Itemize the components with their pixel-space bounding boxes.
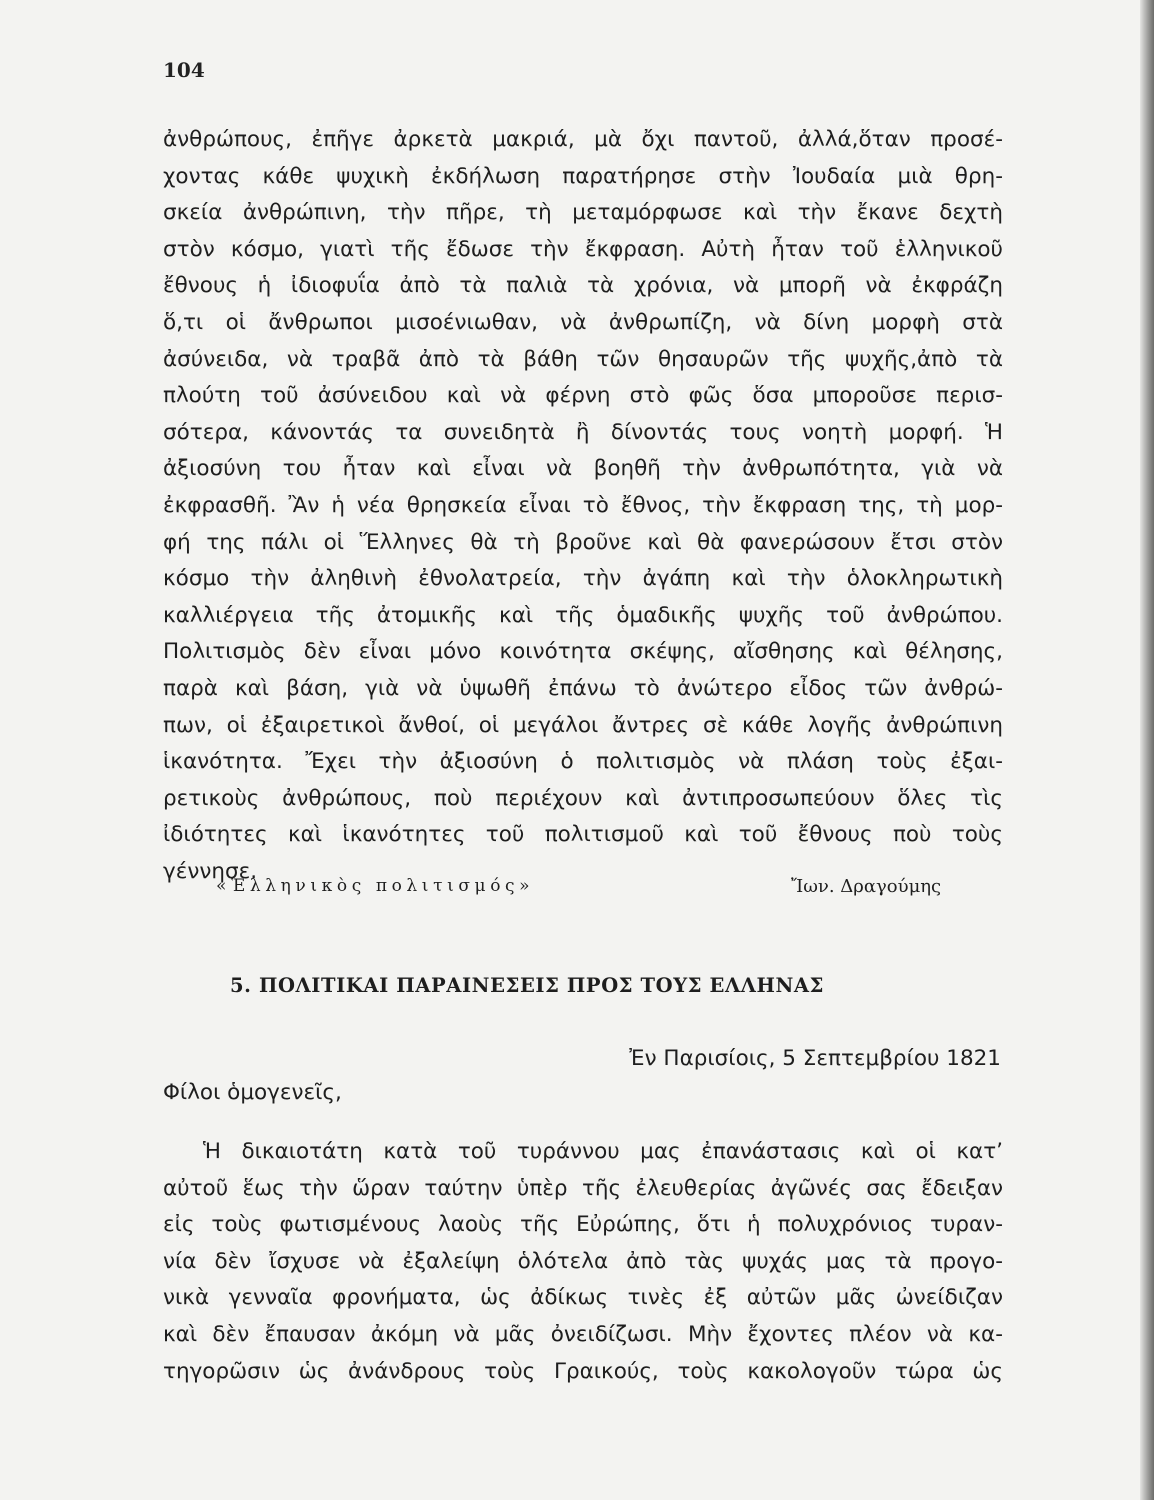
text-line: καλλιέργεια τῆς ἀτομικῆς καὶ τῆς ὁμαδικῆς ψυχῆς τοῦ ἀνθρώπου. — [163, 602, 1003, 628]
text-line: τηγορῶσιν ὡς ἀνάνδρους τοὺς Γραικούς, τοὺς κακολογοῦν τώρα ὡς — [163, 1358, 1003, 1384]
paragraph-letter — [163, 1134, 1003, 1390]
text-line: ἰδιότητες καὶ ἱκανότητες τοῦ πολιτισμοῦ καὶ τοῦ ἔθνους ποὺ τοὺς — [163, 822, 1003, 848]
paragraph-dragoumis — [163, 122, 1003, 890]
text-line: ἐκφρασθῆ. Ἂν ἡ νέα θρησκεία εἶναι τὸ ἔθνος, τὴν ἔκφραση της, τὴ μορ- — [163, 492, 1003, 518]
text-line: αὐτοῦ ἕως τὴν ὥραν ταύτην ὑπὲρ τῆς ἐλευθερίας ἀγῶνές σας ἔδειξαν — [163, 1175, 1003, 1201]
text-line: παρὰ καὶ βάση, γιὰ νὰ ὑψωθῆ ἐπάνω τὸ ἀνώτερο εἶδος τῶν ἀνθρώ- — [163, 675, 1003, 701]
text-line: ὅ,τι οἱ ἄνθρωποι μισοένιωθαν, νὰ ἀνθρωπίζη, νὰ δίνη μορφὴ στὰ — [163, 309, 1003, 335]
text-line: καὶ δὲν ἔπαυσαν ἀκόμη νὰ μᾶς ὀνειδίζωσι. Μὴν ἔχοντες πλέον νὰ κα- — [163, 1321, 1003, 1347]
text-line: νία δὲν ἴσχυσε νὰ ἐξαλείψη ὁλότελα ἀπὸ τὰς ψυχάς μας τὰ προγο- — [163, 1248, 1003, 1274]
letter-dateline: Ἐν Παρισίοις, 5 Σεπτεμβρίου 1821 — [629, 1046, 1001, 1071]
text-line: σότερα, κάνοντάς τα συνειδητὰ ἢ δίνοντάς τους νοητὴ μορφή. Ἡ — [163, 419, 1003, 445]
text-line: στὸν κόσμο, γιατὶ τῆς ἔδωσε τὴν ἔκφραση. Αὐτὴ ἦταν τοῦ ἑλληνικοῦ — [163, 236, 1003, 262]
citation-author: Ἴων. Δραγούμης — [791, 876, 942, 897]
text-line: νικὰ γενναῖα φρονήματα, ὡς ἀδίκως τινὲς ἐξ αὐτῶν μᾶς ὠνείδιζαν — [163, 1285, 1003, 1311]
text-line: ἀνθρώπους, ἐπῆγε ἀρκετὰ μακριά, μὰ ὄχι παντοῦ, ἀλλά,ὅταν προσέ- — [163, 127, 1003, 152]
text-line: ἔθνους ἡ ἰδιοφυΐα ἀπὸ τὰ παλιὰ τὰ χρόνια, νὰ μπορῆ νὰ ἐκφράζη — [163, 273, 1003, 299]
text-line: σκεία ἀνθρώπινη, τὴν πῆρε, τὴ μεταμόρφωσε καὶ τὴν ἔκανε δεχτὴ — [163, 200, 1003, 226]
text-line: πλούτη τοῦ ἀσύνειδου καὶ νὰ φέρνη στὸ φῶς ὅσα μποροῦσε περισ- — [163, 383, 1003, 409]
text-line: φή της πάλι οἱ Ἕλληνες θὰ τὴ βροῦνε καὶ θὰ φανερώσουν ἔτσι στὸν — [163, 529, 1003, 555]
citation-source: «Ἑλληνικὸς πολιτισμός» — [216, 876, 535, 896]
text-line: ρετικοὺς ἀνθρώπους, ποὺ περιέχουν καὶ ἀντιπροσωπεύουν ὅλες τὶς — [163, 785, 1003, 811]
text-line: κόσμο τὴν ἀληθινὴ ἐθνολατρεία, τὴν ἀγάπη καὶ τὴν ὁλοκληρωτικὴ — [163, 566, 1003, 592]
text-line: χοντας κάθε ψυχικὴ ἐκδήλωση παρατήρησε στὴν Ἰουδαία μιὰ θρη- — [163, 163, 1003, 189]
text-line: πων, οἱ ἐξαιρετικοὶ ἄνθοί, οἱ μεγάλοι ἄντρες σὲ κάθε λογῆς ἀνθρώπινη — [163, 712, 1003, 738]
text-line: εἰς τοὺς φωτισμένους λαοὺς τῆς Εὐρώπης, ὅτι ἡ πολυχρόνιος τυραν- — [163, 1212, 1003, 1238]
page-binding-edge — [1140, 0, 1154, 1500]
text-line: ἱκανότητα. Ἔχει τὴν ἀξιοσύνη ὁ πολιτισμὸς νὰ πλάση τοὺς ἐξαι- — [163, 749, 1003, 775]
page-number: 104 — [163, 58, 205, 82]
text-line: ἀσύνειδα, νὰ τραβᾶ ἀπὸ τὰ βάθη τῶν θησαυρῶν τῆς ψυχῆς,ἀπὸ τὰ — [163, 346, 1003, 372]
text-line: ἀξιοσύνη του ἦταν καὶ εἶναι νὰ βοηθῆ τὴν ἀνθρωπότητα, γιὰ νὰ — [163, 456, 1003, 482]
text-line: Ἡ δικαιοτάτη κατὰ τοῦ τυράννου μας ἐπανάστασις καὶ οἱ κατ’ — [203, 1139, 1003, 1164]
letter-salutation: Φίλοι ὁμογενεῖς, — [163, 1080, 342, 1105]
text-line: Πολιτισμὸς δὲν εἶναι μόνο κοινότητα σκέψης, αἴσθησης καὶ θέλησης, — [163, 639, 1003, 665]
section-heading: 5. ΠΟΛΙΤΙΚΑΙ ΠΑΡΑΙΝΕΣΕΙΣ ΠΡΟΣ ΤΟΥΣ ΕΛΛΗΝΑΣ — [230, 974, 825, 997]
text-line: γέννησε. — [163, 858, 258, 884]
